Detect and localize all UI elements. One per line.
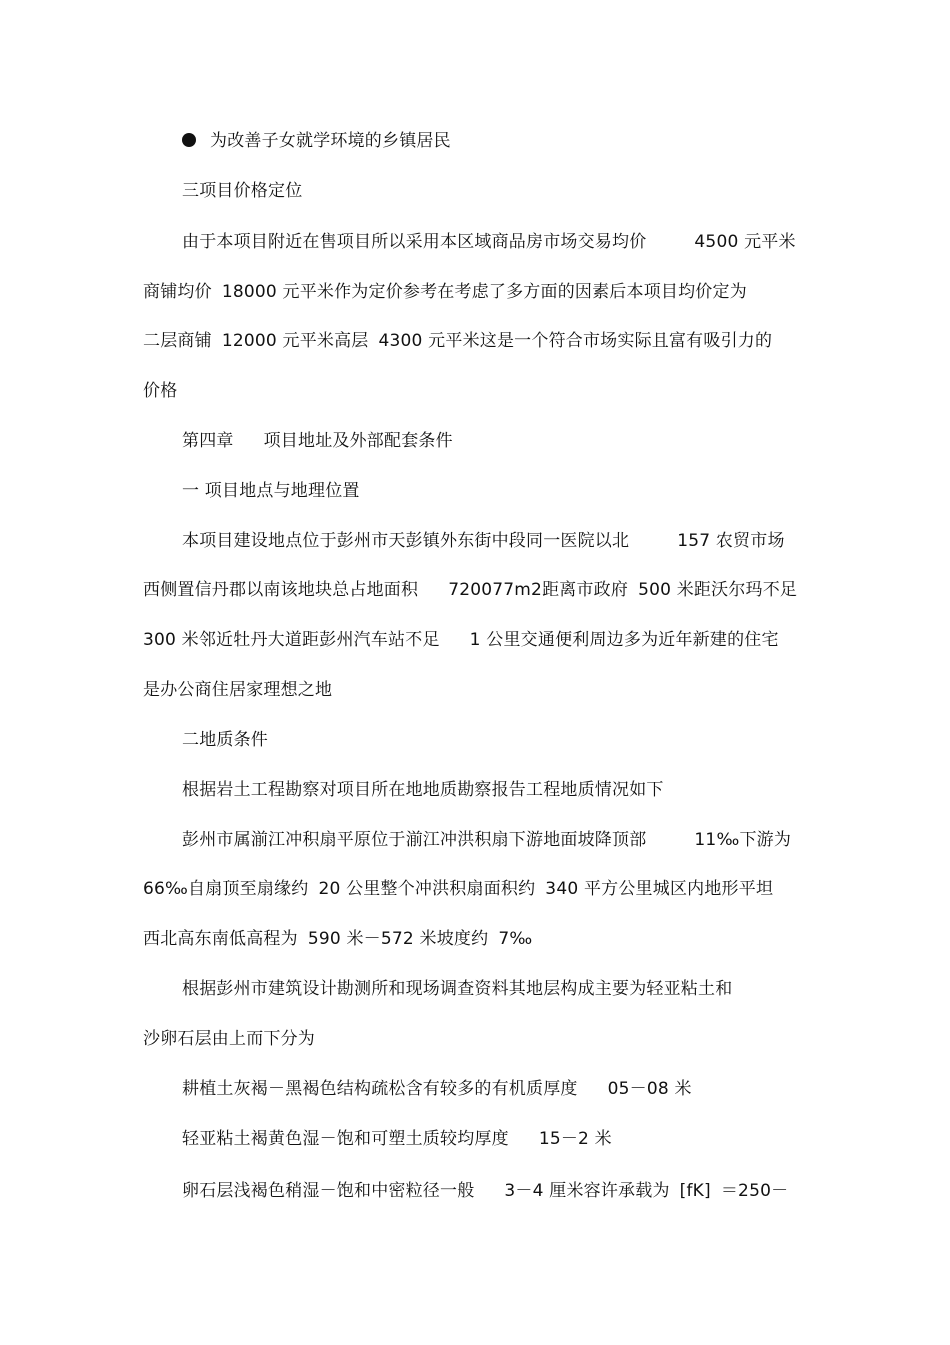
paragraph-line: 是办公商住居家理想之地 (143, 680, 333, 700)
paragraph-line: 300 米邻近牡丹大道距彭州汽车站不足 1 公里交通便利周边多为近年新建的住宅 (143, 630, 779, 650)
layer-description: 轻亚粘土褐黄色湿－饱和可塑土质较均厚度 15－2 米 (182, 1129, 612, 1149)
paragraph-line: 西侧置信丹郡以南该地块总占地面积 720077m2距离市政府 500 米距沃尔玛不足 (143, 580, 798, 600)
paragraph-line: 66‰自扇顶至扇缘约 20 公里整个冲洪积扇面积约 340 平方公里城区内地形平坦 (143, 879, 774, 899)
paragraph-line: 彭州市属湔江冲积扇平原位于湔江冲洪积扇下游地面坡降顶部 11‰下游为 (182, 830, 792, 850)
bullet-paragraph: 为改善子女就学环境的乡镇居民 (182, 130, 451, 152)
paragraph-line: 商铺均价 18000 元平米作为定价参考在考虑了多方面的因素后本项目均价定为 (143, 282, 747, 302)
paragraph-line: 根据彭州市建筑设计勘测所和现场调查资料其地层构成主要为轻亚粘土和 (182, 979, 733, 999)
layer-description: 卵石层浅褐色稍湿－饱和中密粒径一般 3－4 厘米容许承载为 [fK] ＝250－ (182, 1181, 789, 1201)
chapter-heading: 第四章 项目地址及外部配套条件 (182, 431, 453, 451)
paragraph-line: 沙卵石层由上而下分为 (143, 1029, 315, 1049)
section-heading: 一 项目地点与地理位置 (182, 481, 360, 501)
section-heading: 三项目价格定位 (182, 181, 303, 201)
paragraph-line: 本项目建设地点位于彭州市天彭镇外东街中段同一医院以北 157 农贸市场 (182, 531, 785, 551)
section-heading: 二地质条件 (182, 730, 268, 750)
paragraph-line: 价格 (143, 381, 178, 401)
bullet-icon (182, 133, 196, 147)
layer-description: 耕植土灰褐－黑褐色结构疏松含有较多的有机质厚度 05－08 米 (182, 1079, 692, 1099)
paragraph-line: 二层商铺 12000 元平米高层 4300 元平米这是一个符合市场实际且富有吸引力的 (143, 331, 773, 351)
paragraph-line: 根据岩土工程勘察对项目所在地地质勘察报告工程地质情况如下 (182, 780, 664, 800)
paragraph-line: 西北高东南低高程为 590 米－572 米坡度约 7‰ (143, 929, 533, 949)
paragraph-line: 由于本项目附近在售项目所以采用本区域商品房市场交易均价 4500 元平米 (182, 232, 796, 252)
